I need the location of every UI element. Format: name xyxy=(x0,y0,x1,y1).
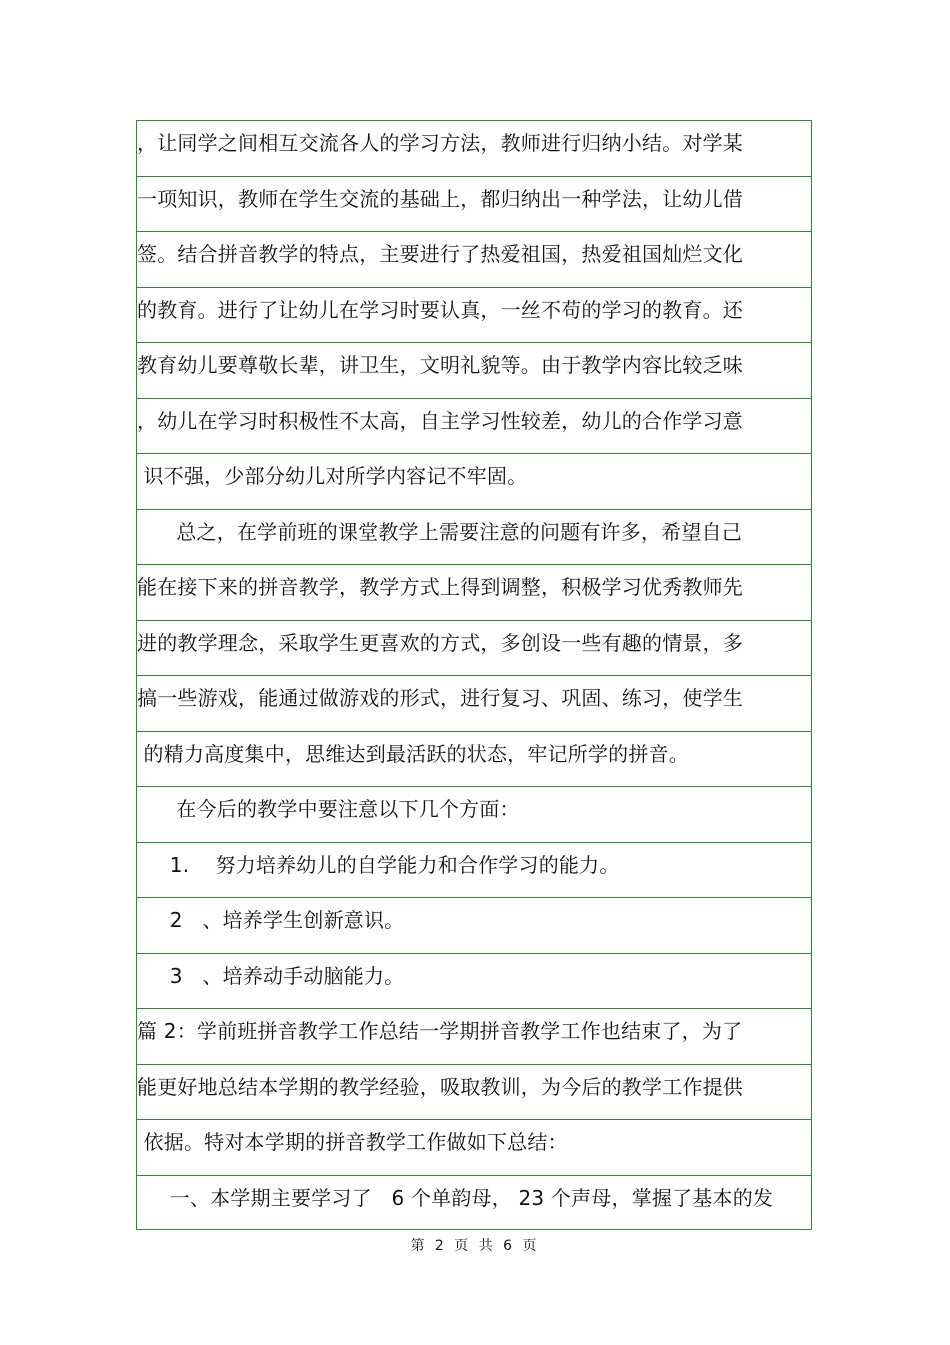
text-row xyxy=(137,1009,811,1065)
text-row xyxy=(137,288,811,344)
text-row xyxy=(137,510,811,566)
text-row xyxy=(137,232,811,288)
page-footer: 第 2 页 共 6 页 xyxy=(410,1238,540,1254)
text-line: 的精力高度集中，思维达到最活跃的状态，牢记所学的拼音。 xyxy=(137,741,689,766)
text-line: 的教育。进行了让幼儿在学习时要认真，一丝不苟的学习的教育。还 xyxy=(137,297,743,322)
text-line: 篇 2：学前班拼音教学工作总结一学期拼音教学工作也结束了，为了 xyxy=(137,1019,743,1043)
text-frame xyxy=(136,120,812,1230)
text-row xyxy=(137,898,811,954)
text-row xyxy=(137,565,811,621)
text-line: 依据。特对本学期的拼音教学工作做如下总结： xyxy=(137,1130,568,1154)
text-row xyxy=(137,343,811,399)
text-line: 总之，在学前班的课堂教学上需要注意的问题有许多，希望自己 xyxy=(137,519,742,544)
text-row xyxy=(137,787,811,843)
text-line: 在今后的教学中要注意以下几个方面： xyxy=(137,797,520,821)
text-line: 能在接下来的拼音教学，教学方式上得到调整，积极学习优秀教师先 xyxy=(137,575,743,599)
text-line: ，让同学之间相互交流各人的学习方法，教师进行归纳小结。对学某 xyxy=(137,131,743,155)
text-row xyxy=(137,454,811,510)
text-line: 进的教学理念，采取学生更喜欢的方式，多创设一些有趣的情景，多 xyxy=(137,630,743,655)
text-row xyxy=(137,676,811,732)
text-line: 1. 努力培养幼儿的自学能力和合作学习的能力。 xyxy=(137,852,620,877)
text-line: 3 、培养动手动脑能力。 xyxy=(137,963,405,988)
text-row xyxy=(137,399,811,455)
text-line: 签。结合拼音教学的特点，主要进行了热爱祖国，热爱祖国灿烂文化 xyxy=(137,242,743,266)
text-row xyxy=(137,121,811,177)
text-row xyxy=(137,1176,811,1232)
text-line: 识不强，少部分幼儿对所学内容记不牢固。 xyxy=(137,464,528,488)
text-line: 一项知识，教师在学生交流的基础上，都归纳出一种学法，让幼儿借 xyxy=(137,186,743,211)
text-row xyxy=(137,1120,811,1176)
text-line: ，幼儿在学习时积极性不太高，自主学习性较差，幼儿的合作学习意 xyxy=(137,408,743,433)
text-row xyxy=(137,177,811,233)
text-line: 教育幼儿要尊敬长辈，讲卫生，文明礼貌等。由于教学内容比较乏味 xyxy=(137,353,743,377)
text-line: 搞一些游戏，能通过做游戏的形式，进行复习、巩固、练习，使学生 xyxy=(137,686,743,710)
text-line: 一、本学期主要学习了 6 个单韵母， 23 个声母，掌握了基本的发 xyxy=(137,1185,774,1210)
text-row xyxy=(137,1065,811,1121)
text-row xyxy=(137,954,811,1010)
text-row xyxy=(137,843,811,899)
text-line: 能更好地总结本学期的教学经验，吸取教训，为今后的教学工作提供 xyxy=(137,1074,743,1099)
text-row xyxy=(137,732,811,788)
text-line: 2 、培养学生创新意识。 xyxy=(137,908,405,932)
text-row xyxy=(137,621,811,677)
